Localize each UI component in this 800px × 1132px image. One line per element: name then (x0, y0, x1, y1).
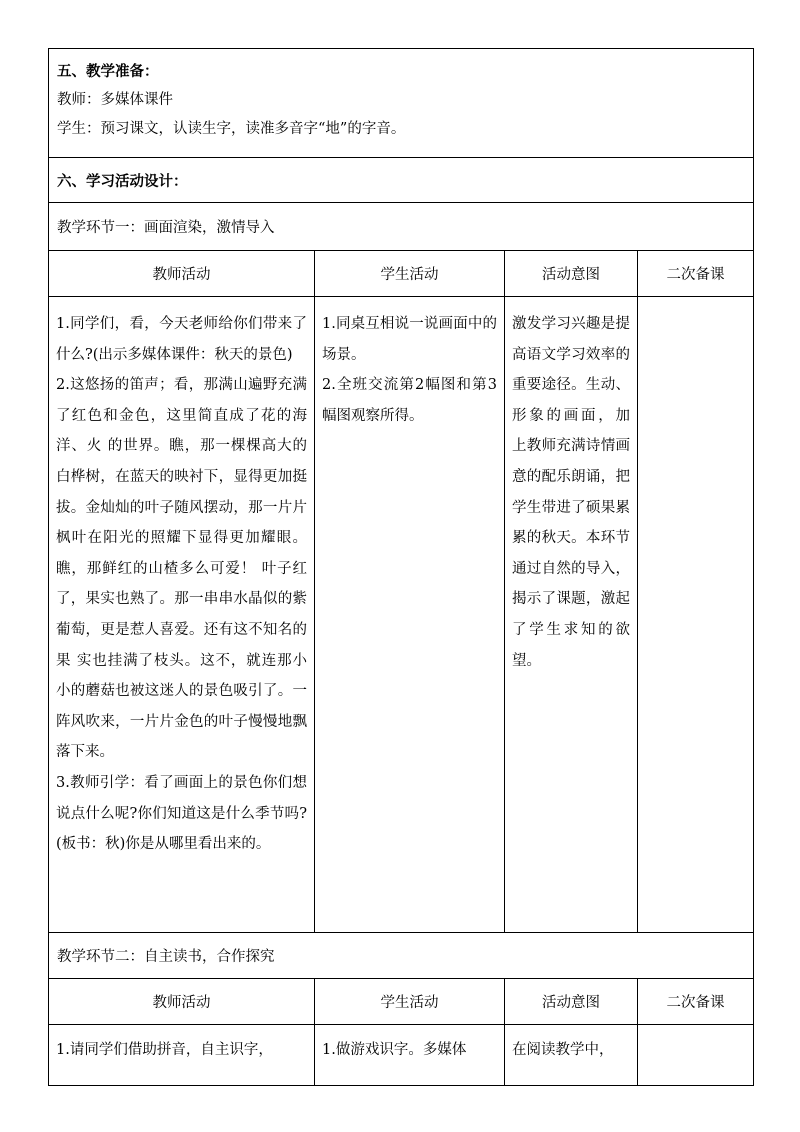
col-header-student: 学生活动 (315, 251, 505, 297)
stage2-student-text: 1.做游戏识字。多媒体 (322, 1042, 467, 1058)
stage1-intent-cell (505, 297, 638, 933)
col-header-teacher-2: 教师活动 (49, 979, 315, 1025)
stage1-notes-cell (638, 297, 754, 933)
stage2-student-cell (315, 1025, 505, 1086)
stage1-teacher-step-1: 1.同学们，看，今天老师给你们带来了什么?(出示多媒体课件：秋天的景色) (56, 316, 307, 363)
stage1-student-cell (315, 297, 505, 933)
col-header-student-2: 学生活动 (315, 979, 505, 1025)
stage1-teacher-step-3: 3.教师引学：看了画面上的景色你们想说点什么呢?你们知道这是什么季节吗? (板书：秋)你是从哪里看出来的。 (56, 774, 307, 853)
section6-heading: 六、学习活动设计： (49, 158, 754, 203)
section5-row (49, 49, 754, 158)
col-header-intent: 活动意图 (505, 251, 638, 297)
col-header-notes-2: 二次备课 (638, 979, 754, 1025)
section5-cell (49, 49, 754, 158)
stage1-content-row (49, 297, 754, 933)
section5-teacher-prep: 教师：多媒体课件 (57, 92, 173, 108)
section5-student-prep: 学生：预习课文，认读生字，读准多音字“地”的字音。 (57, 121, 406, 137)
section6-row (49, 158, 754, 203)
stage1-title-row (49, 203, 754, 251)
stage1-student-step-1: 1.同桌互相说一说画面中的场景。 (322, 316, 497, 363)
stage2-content-row (49, 1025, 754, 1086)
stage1-teacher-cell (49, 297, 315, 933)
stage1-teacher-step-2: 2.这悠扬的笛声；看，那满山遍野充满了红色和金色，这里简直成了花的海洋、火 的世界。瞧，那一棵棵高大的白桦树，在蓝天的映衬下，显得更加挺拔。金灿灿的叶子随风摆动，那一片片枫叶在阳光的照耀下显得更加耀眼。瞧，那鲜红的山楂多么可爱！ 叶子红了，果实也熟了。那一串串水晶似的紫葡萄，更是惹人喜爱。还有这不知名的果 实也挂满了枝头。这不，就连那小小的蘑菇也被这迷人的景色吸引了。一阵风吹来，一片片金色的叶子慢慢地飘落下来。 (56, 377, 307, 761)
lesson-plan-table (48, 48, 754, 1086)
lesson-plan-sheet (48, 48, 753, 1086)
stage2-title: 教学环节二：自主读书，合作探究 (49, 933, 754, 979)
stage2-intent-text: 在阅读教学中， (512, 1042, 614, 1058)
stage2-teacher-text: 1.请同学们借助拼音，自主识字， (56, 1042, 273, 1058)
stage2-notes-cell (638, 1025, 754, 1086)
col-header-intent-2: 活动意图 (505, 979, 638, 1025)
stage1-header-row (49, 251, 754, 297)
stage1-student-step-2: 2.全班交流第2幅图和第3幅图观察所得。 (322, 377, 497, 424)
section5-heading: 五、教学准备： (57, 63, 159, 80)
stage1-intent-text: 激发学习兴趣是提高语文学习效率的重要途径。生动、形象的画面，加 上教师充满诗情画意的配乐朗诵，把学生带进了硕果累累的秋天。本环节通过自然的导入，揭示了课题，激起了学生求知的欲望。 (512, 316, 630, 669)
stage2-header-row (49, 979, 754, 1025)
stage2-title-row (49, 933, 754, 979)
col-header-teacher: 教师活动 (49, 251, 315, 297)
stage1-title: 教学环节一：画面渲染，激情导入 (49, 203, 754, 251)
col-header-notes: 二次备课 (638, 251, 754, 297)
stage2-teacher-cell (49, 1025, 315, 1086)
stage2-intent-cell (505, 1025, 638, 1086)
